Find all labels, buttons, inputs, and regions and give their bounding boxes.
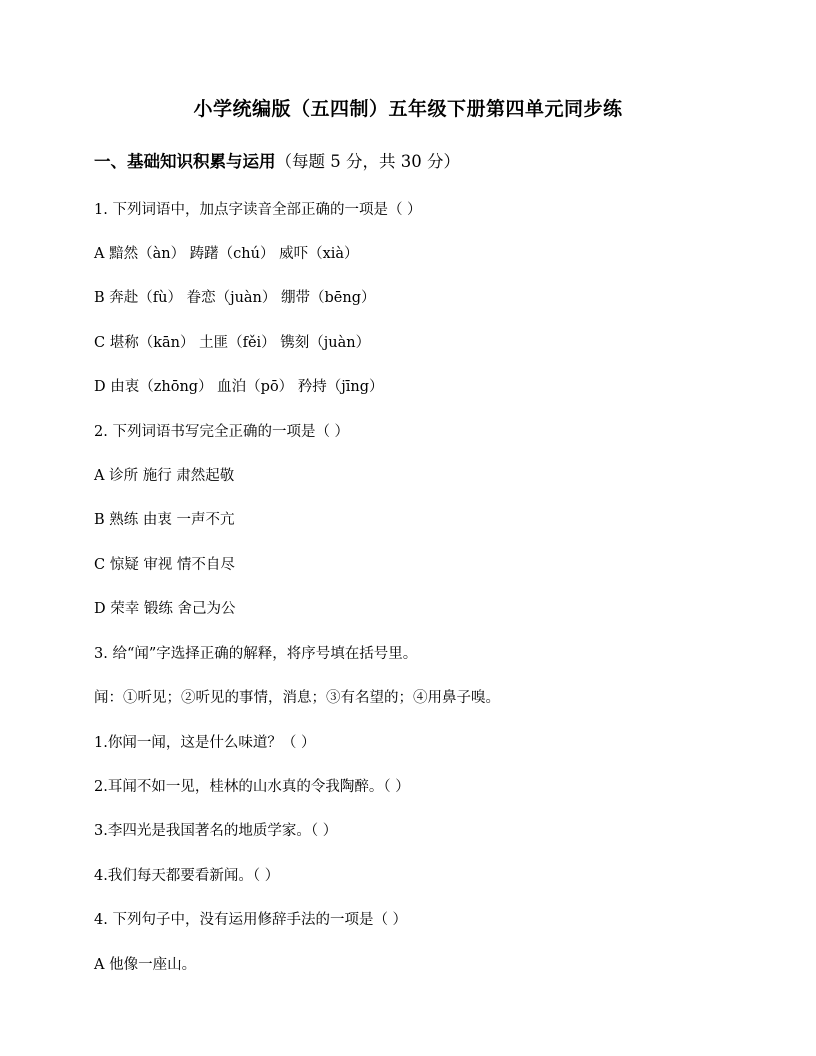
question-1-option-b: B 奔赴（fù） 眷恋（juàn） 绷带（bēng）	[94, 290, 376, 306]
question-2-option-d: D 荣幸 锻练 舍己为公	[94, 601, 236, 617]
question-3-definitions: 闻：①听见；②听见的事情，消息；③有名望的；④用鼻子嗅。	[94, 690, 500, 706]
question-1-option-c: C 堪称（kān） 土匪（fěi） 镌刻（juàn）	[94, 335, 371, 351]
question-3-item-3: 3.李四光是我国著名的地质学家。（ ）	[94, 823, 338, 839]
question-4-stem: 4. 下列句子中，没有运用修辞手法的一项是（ ）	[94, 912, 408, 928]
section-heading-title: 一、基础知识积累与运用	[94, 152, 276, 171]
section-heading-score-note: （每题 5 分，共 30 分）	[275, 152, 460, 171]
question-3-item-2: 2.耳闻不如一见，桂林的山水真的令我陶醉。（ ）	[94, 779, 410, 795]
question-2-option-a: A 诊所 施行 肃然起敬	[94, 468, 235, 484]
question-4-option-a: A 他像一座山。	[94, 957, 197, 973]
question-3-item-1: 1.你闻一闻，这是什么味道？（ ）	[94, 735, 316, 751]
document-title: 小学统编版（五四制）五年级下册第四单元同步练	[193, 98, 623, 120]
question-1-option-d: D 由衷（zhōng） 血泊（pō） 矜持（jīng）	[94, 379, 384, 395]
question-2-option-c: C 惊疑 审视 情不自尽	[94, 557, 235, 573]
section-heading	[94, 150, 460, 174]
question-2-stem: 2. 下列词语书写完全正确的一项是（ ）	[94, 424, 350, 440]
question-1-option-a: A 黯然（àn） 踌躇（chú） 威吓（xià）	[94, 246, 359, 262]
question-2-option-b: B 熟练 由衷 一声不亢	[94, 512, 235, 528]
question-3-stem: 3. 给“闻”字选择正确的解释，将序号填在括号里。	[94, 646, 418, 662]
question-1-stem: 1. 下列词语中，加点字读音全部正确的一项是（ ）	[94, 202, 422, 218]
question-3-item-4: 4.我们每天都要看新闻。（ ）	[94, 868, 280, 884]
